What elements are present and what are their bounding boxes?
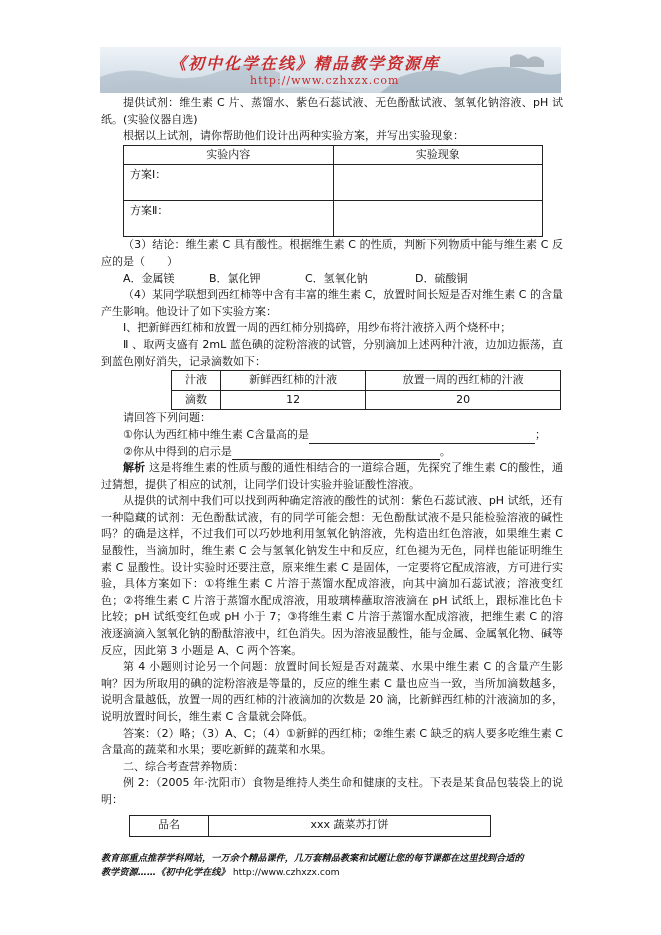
table2-header-juice: 汁液 <box>172 371 221 391</box>
table3-value: xxx 蔬菜苏打饼 <box>209 815 491 836</box>
option-d: D．硫酸铜 <box>415 271 468 285</box>
question-1: ①你认为西红柿中维生素 C含量高的是 ； <box>101 427 563 444</box>
food-label-table <box>129 815 491 837</box>
paragraph-example-2: 例 2：（2005 年·沈阳市）食物是维持人类生命和健康的支柱。下表是某食品包装袋上的说明： <box>101 776 563 806</box>
table1-plan-1-answer[interactable] <box>333 165 543 201</box>
section-heading-2: 二、综合考查营养物质： <box>123 759 244 773</box>
drops-table <box>171 370 561 410</box>
answer-options <box>101 271 563 288</box>
header-banner <box>100 47 561 93</box>
table1-plan-2: 方案Ⅱ： <box>124 201 334 237</box>
table1-header-content: 实验内容 <box>124 145 334 165</box>
footer-line-2 <box>101 866 563 880</box>
paragraph-analysis-3: 第 4 小题则讨论另一个问题：放置时间长短是否对蔬菜、水果中维生素 C 的含量产生影响？因为所取用的碘的淀粉溶液是等量的，反应的维生素 C 量也应当一致，当所加滴数越多，说明含量越低，放置一周的西红柿的汁液滴加的次数是 20 滴，比新鲜西红柿的汁液滴加的多，说明放置时间长，维生素 C 含量就会降低。 <box>101 660 563 723</box>
paragraph-reagents: 提供试剂：维生素 C 片、蒸馏水、紫色石蕊试液、无色酚酞试液、氢氧化钠溶液、pH 试纸。(实验仪器自选) <box>101 96 563 126</box>
paragraph-step-1: Ⅰ、把新鲜西红柿和放置一周的西红柿分别捣碎，用纱布将汁液挤入两个烧杯中； <box>123 321 512 335</box>
banner-url[interactable]: http://www.czhxzx.com <box>250 74 400 87</box>
paragraph-answer: 答案：（2）略；（3）A、C；（4）①新鲜的西红柿；②维生素 C 缺乏的病人要多吃维生素 C 含量高的蔬菜和水果；要吃新鲜的蔬菜和水果。 <box>101 726 563 757</box>
table2-row-label: 滴数 <box>172 390 221 410</box>
option-b: B．氯化钾 <box>209 271 261 285</box>
question-1-text: ①你认为西红柿中维生素 C含量高的是 <box>123 427 310 441</box>
table1-plan-1: 方案Ⅰ： <box>124 165 334 201</box>
paragraph-analysis <box>101 460 563 493</box>
question-2-text: ②你从中得到的启示是 <box>123 444 232 458</box>
document-body <box>101 95 563 837</box>
paragraph-question-4: （4）某同学联想到西红柿等中含有丰富的维生素 C，放置时间长短是否对维生素 C 的含量产生影响。他设计了如下实验方案： <box>101 288 563 318</box>
option-c: C．氢氧化钠 <box>305 271 368 285</box>
experiment-design-table <box>123 145 543 238</box>
table3-label: 品名 <box>130 815 209 836</box>
option-a: A．金属镁 <box>123 271 175 285</box>
footer-ad <box>101 852 563 880</box>
banner-title: 《初中化学在线》精品教学资源库 <box>170 54 441 73</box>
question-2: ②你从中得到的启示是 。 <box>101 444 563 461</box>
analysis-label: 解析 <box>123 461 146 475</box>
paragraph-conclusion: （3）结论：维生素 C 具有酸性。根据维生素 C 的性质，判断下列物质中能与维生素 C 反应的是（ ） <box>101 238 563 268</box>
analysis-text: 这是将维生素的性质与酸的通性相结合的一道综合题，先探究了维生素 C的酸性，通过猜想，提供了相应的试剂，让同学们设计实验并验证酸性溶液。 <box>101 461 564 491</box>
paragraph-step-2: Ⅱ 、取两支盛有 2mL 蓝色碘的淀粉溶液的试管，分别滴加上述两种汁液，边加边振荡，直到蓝色刚好消失，记录滴数如下： <box>101 337 563 368</box>
table1-plan-2-answer[interactable] <box>333 201 543 237</box>
footer-line-2-text: 教学资源……《初中化学在线》 <box>101 867 230 878</box>
table2-fresh-drops: 12 <box>221 390 366 410</box>
footer-url[interactable]: http://www.czhxzx.com <box>232 867 340 878</box>
paragraph-analysis-2: 从提供的试剂中我们可以找到两种确定溶液的酸性的试剂：紫色石蕊试液、pH 试纸，还有一种隐藏的试剂：无色酚酞试液，有的同学可能会想：无色酚酞试液不是只能检验溶液的碱性吗？的确是这样，不过我们可以巧妙地利用氢氧化钠溶液，先构造出红色溶液，如果维生素 C 显酸性，当滴加时，维生素 C 会与氢氧化钠发生中和反应，红色褪为无色，同样也能证明维生素 C 显酸性。设计实验时还要注意，原来维生素 C 是固体，一定要将它配成溶液，方可进行实验，具体方案如下：①将维生素 C 片溶于蒸馏水配成溶液，向其中滴加石蕊试液；溶液变红色；②将维生素 C 片溶于蒸馏水配成溶液，用玻璃棒蘸取溶液滴在 pH 试纸上，跟标准比色卡比较；pH 试纸变红色或 pH 小于 7；③将维生素 C 片溶于蒸馏水配成溶液，把维生素 C 的溶液逐滴滴入氢氧化钠的酚酞溶液中，红色消失。因为溶液显酸性，能与金属、金属氧化物、碱等反应，因此第 3 小题是 A、C 两个答案。 <box>101 494 563 657</box>
table2-header-week: 放置一周的西红柿的汁液 <box>366 371 561 391</box>
table2-week-drops: 20 <box>366 390 561 410</box>
table1-header-phenomenon: 实验现象 <box>333 145 543 165</box>
footer-line-1: 教育部重点推荐学科网站，一万余个精品课件，几万套精品教案和试题让您的每节课都在这里找到合适的 <box>101 853 524 864</box>
paragraph-design-prompt: 根据以上试剂，请你帮助他们设计出两种实验方案，并写出实验现象： <box>123 129 464 143</box>
paragraph-answer-prompt: 请回答下列问题： <box>123 411 211 425</box>
table2-header-fresh: 新鲜西红柿的汁液 <box>221 371 366 391</box>
